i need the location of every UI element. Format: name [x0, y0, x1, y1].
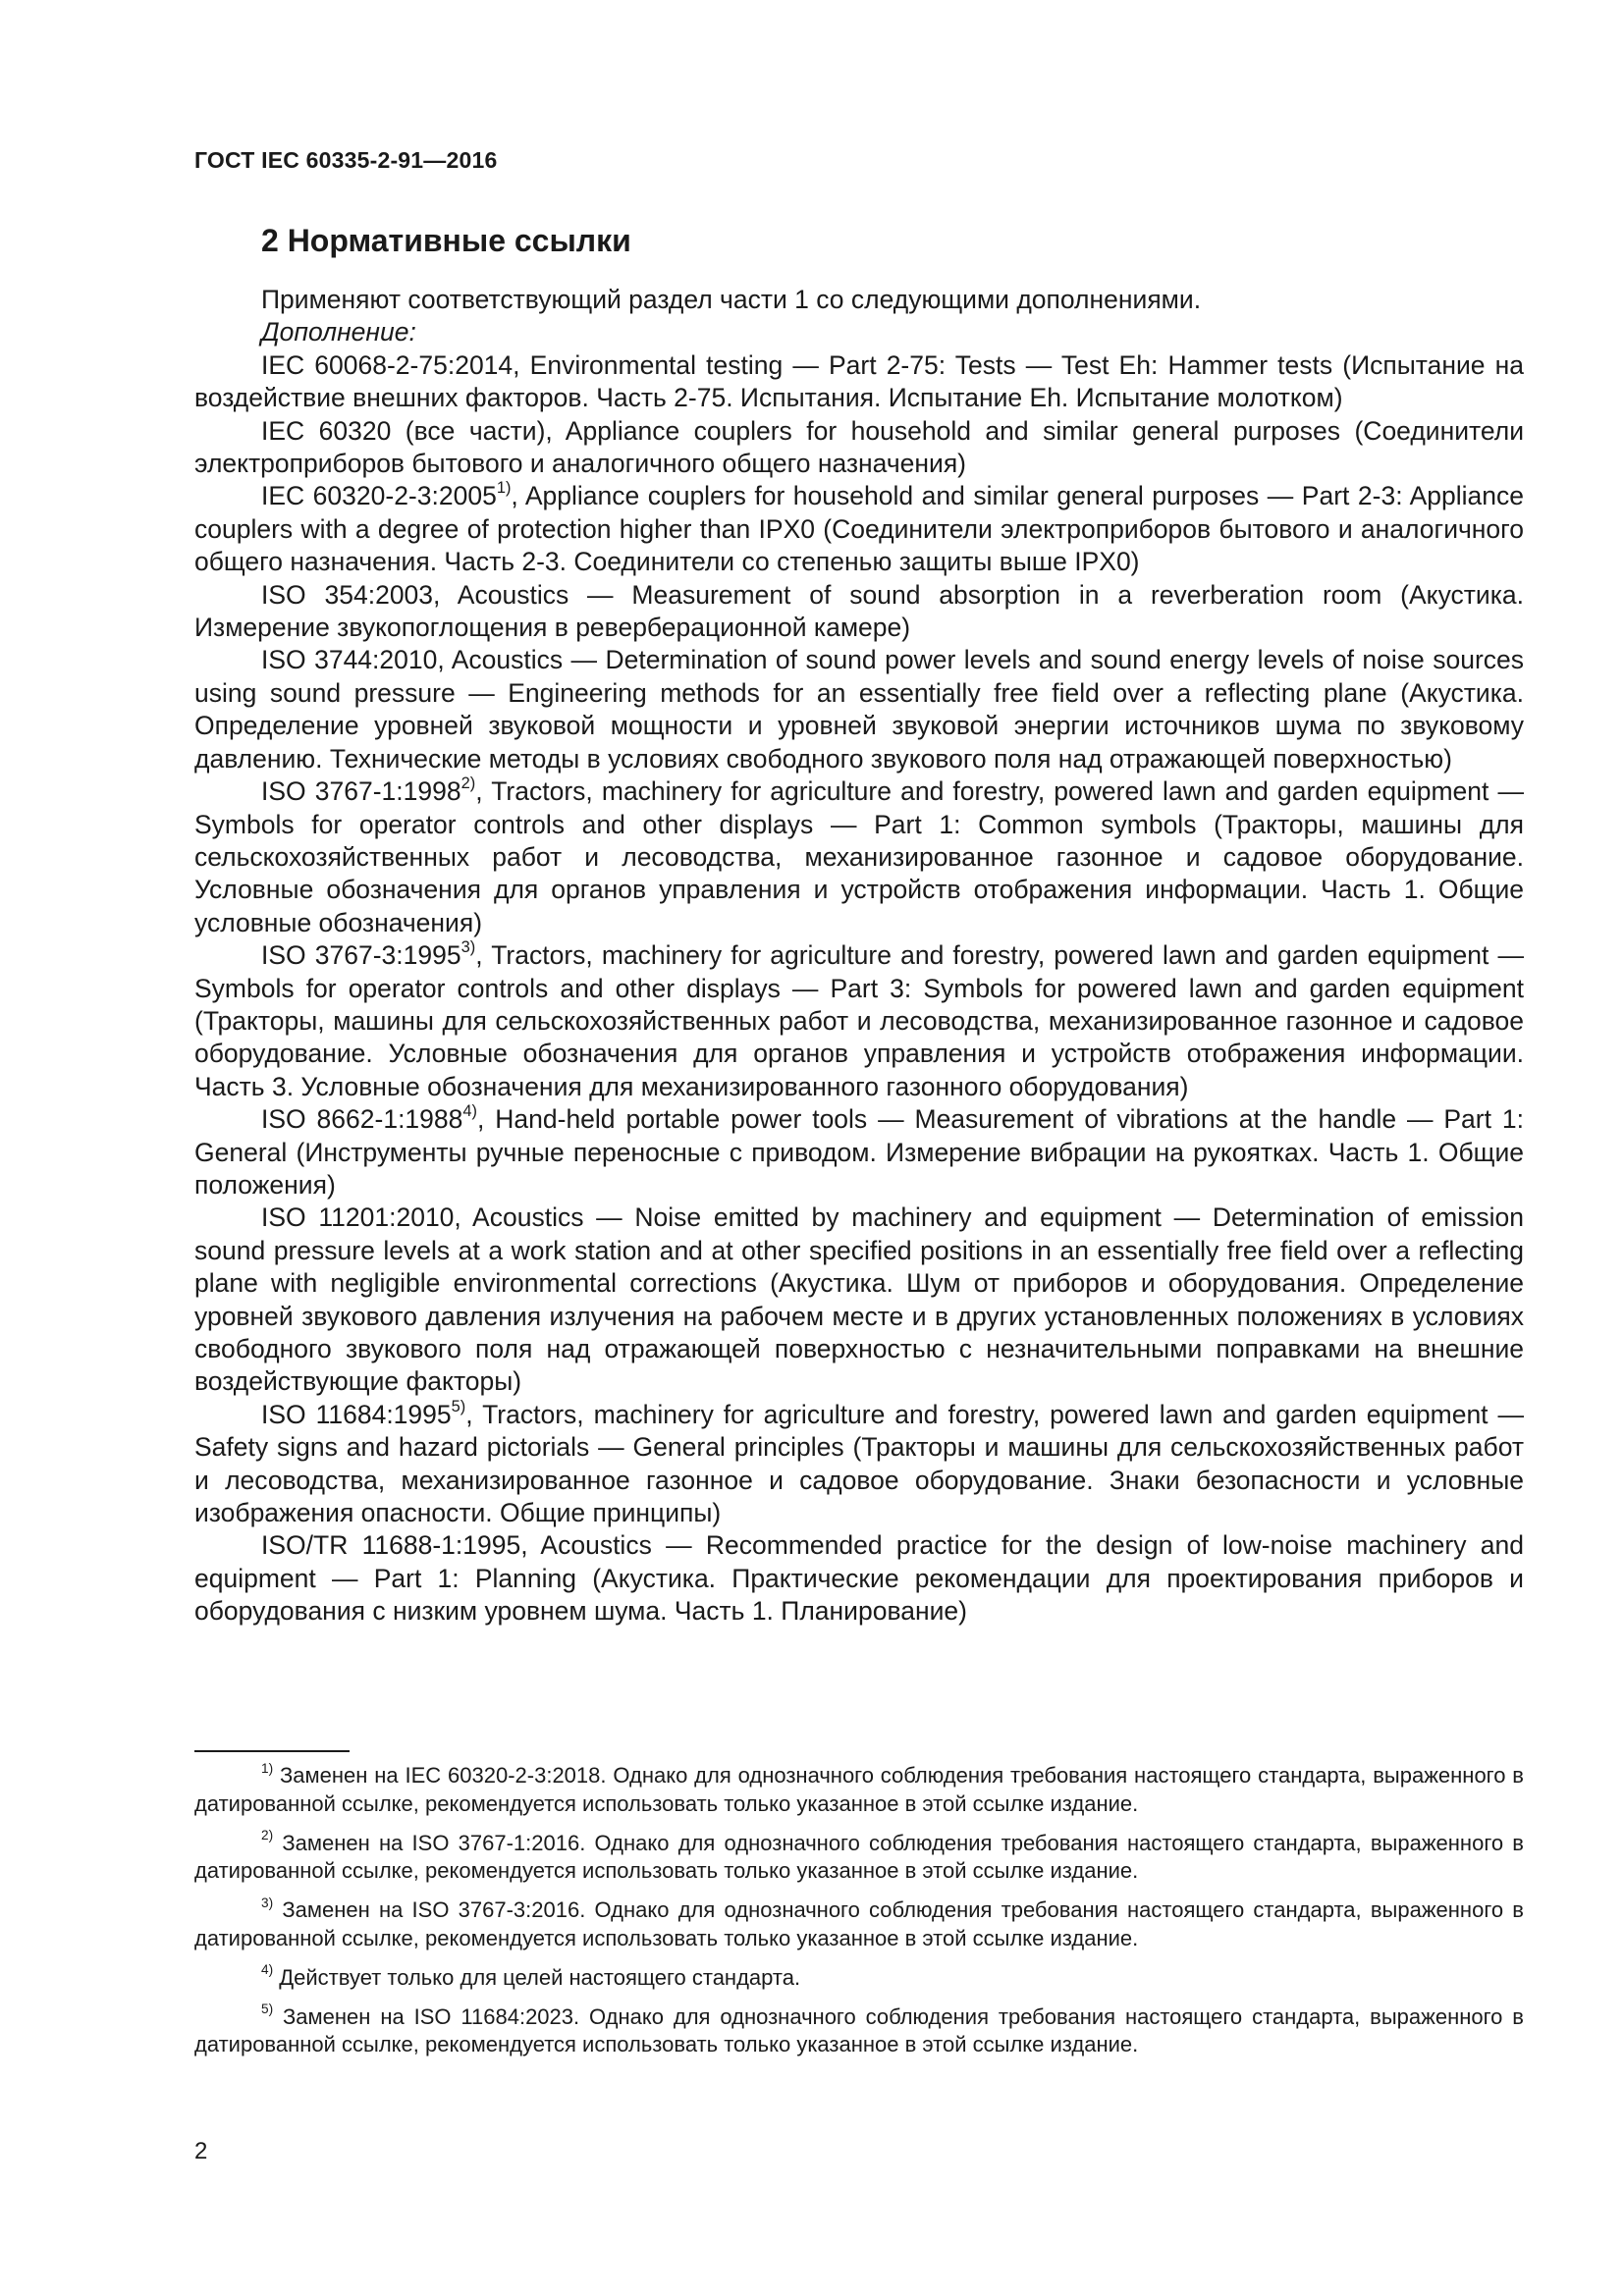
reference-text: , Appliance couplers for household and similar general purposes (Соединители электроприборов бытового и аналогичного общего назначения) [194, 415, 1524, 479]
intro-paragraph: Применяют соответствующий раздел части 1 со следующими дополнениями. [261, 285, 1202, 314]
reference-code: IEC 60320 (все части) [261, 415, 546, 446]
reference-text: , Tractors, machinery for agriculture and forestry, powered lawn and garden equipment — Safety signs and hazard pictorials — General principles (Тракторы и машины для сельскохозяйственных работ и лесоводства, механизированное газонное и садовое оборудование. Знаки безопасности и условные изображения опасности. Общие принципы) [194, 1399, 1524, 1528]
reference-code: ISO 11684:1995 [261, 1399, 452, 1429]
footnote-text: Заменен на ISO 3767-3:2016. Однако для однозначного соблюдения требования настоящего стандарта, выраженного в датированной ссылке, рекомендуется использовать только указанное в этой ссылке издание. [194, 1897, 1524, 1950]
reference-item [194, 1399, 1524, 1530]
reference-item [194, 775, 1524, 939]
reference-code: ISO 11201:2010 [261, 1202, 455, 1233]
footnote-text: Заменен на IEC 60320-2-3:2018. Однако для однозначного соблюдения требования настоящего стандарта, выраженного в датированной ссылке, рекомендуется использовать только указанное в этой ссылке издание. [194, 1763, 1524, 1816]
reference-item [194, 1201, 1524, 1398]
page-number: 2 [194, 2138, 208, 2164]
reference-text: , Acoustics — Noise emitted by machinery and equipment — Determination of emission sound pressure levels at a work station and at other specified positions in an essentially free field over a reflecting plane with negligible environmental corrections (Акустика. Шум от приборов и оборудования. Определение уровней звукового давления излучения на рабочем месте и в других установленных положениях в условиях свободного звукового поля над отражающей поверхностью с незначительными поправками на внешние воздействующие факторы) [194, 1202, 1524, 1397]
reference-text: , Tractors, machinery for agriculture and forestry, powered lawn and garden equipment — Symbols for operator controls and other displays — Part 3: Symbols for powered lawn and garden equipment (Тракторы, машины для сельскохозяйственных работ и лесоводства, механизированное газонное и садовое оборудование. Условные обозначения для органов управления и устройств отображения информации. Часть 3. Условные обозначения для механизированного газонного оборудования) [194, 940, 1524, 1101]
footnote-mark: 3) [261, 1895, 274, 1910]
footnote-reference: 3) [460, 937, 476, 956]
reference-text: , Hand-held portable power tools — Measurement of vibrations at the handle — Part 1: General (Инструменты ручные переносные с приводом. Измерение вибрации на рукоятках. Часть 1. Общие положения) [194, 1104, 1524, 1200]
reference-item [194, 644, 1524, 775]
footnote [194, 1896, 1524, 1952]
footnote-mark: 4) [261, 1962, 274, 1978]
reference-code: ISO 3767-3:1995 [261, 940, 461, 971]
reference-item [194, 579, 1524, 645]
reference-text: , Appliance couplers for household and similar general purposes — Part 2-3: Appliance couplers with a degree of protection higher than IPX0 (Соединители электроприборов бытового и аналогичного общего назначения. Часть 2-3. Соединители со степенью защиты выше IPX0) [194, 481, 1524, 577]
footnote-text: Действует только для целей настоящего стандарта. [273, 1964, 801, 1990]
footnote-separator [194, 1750, 350, 1752]
reference-item [194, 415, 1524, 481]
reference-text: , Acoustics — Measurement of sound absorption in a reverberation room (Акустика. Измерение звукопоглощения в реверберационной камере) [194, 579, 1524, 643]
reference-code: ISO/TR 11688-1:1995 [261, 1530, 521, 1561]
footnote [194, 2003, 1524, 2059]
reference-code: IEC 60320-2-3:2005 [261, 481, 497, 511]
footnote [194, 1830, 1524, 1886]
footnote-mark: 5) [261, 2002, 274, 2017]
reference-item [194, 939, 1524, 1103]
footnote-text: Заменен на ISO 3767-1:2016. Однако для однозначного соблюдения требования настоящего стандарта, выраженного в датированной ссылке, рекомендуется использовать только указанное в этой ссылке издание. [194, 1830, 1524, 1883]
footnote-reference: 5) [451, 1397, 466, 1415]
footnote-reference: 2) [460, 774, 476, 792]
reference-code: IEC 60068-2-75:2014 [261, 349, 514, 380]
footnote-reference: 1) [496, 479, 512, 498]
reference-text: , Acoustics — Recommended practice for the design of low-noise machinery and equipment — Part 1: Planning (Акустика. Практические рекомендации для проектирования приборов и оборудования с низким уровнем шума. Часть 1. Планирование) [194, 1530, 1524, 1627]
reference-item [194, 1529, 1524, 1628]
reference-code: ISO 3767-1:1998 [261, 776, 461, 807]
reference-item [194, 480, 1524, 578]
footnote [194, 1762, 1524, 1818]
reference-item [194, 349, 1524, 415]
footnote-mark: 1) [261, 1760, 274, 1776]
footnotes [194, 1762, 1524, 2070]
reference-code: ISO 8662-1:1988 [261, 1104, 463, 1135]
reference-code: ISO 354:2003 [261, 579, 434, 610]
reference-text: , Tractors, machinery for agriculture and forestry, powered lawn and garden equipment — Symbols for operator controls and other displays — Part 1: Common symbols (Тракторы, машины для сельскохозяйственных работ и лесоводства, механизированное газонное и садовое оборудование. Условные обозначения для органов управления и устройств отображения информации. Часть 1. Общие условные обозначения) [194, 776, 1524, 937]
reference-text: , Acoustics — Determination of sound power levels and sound energy levels of noise sources using sound pressure — Engineering methods for an essentially free field over a reflecting plane (Акустика. Определение уровней звуковой мощности и уровней звуковой энергии источников шума по звуковому давлению. Технические методы в условиях свободного звукового поля над отражающей поверхностью) [194, 645, 1525, 774]
reference-item [194, 1103, 1524, 1201]
addition-label: Дополнение: [261, 317, 416, 347]
section-body [194, 284, 1524, 1629]
section-title: 2 Нормативные ссылки [261, 223, 631, 258]
footnote-mark: 2) [261, 1828, 274, 1843]
footnote-reference: 4) [462, 1101, 477, 1120]
footnote-text: Заменен на ISO 11684:2023. Однако для однозначного соблюдения требования настоящего стандарта, выраженного в датированной ссылке, рекомендуется использовать только указанное в этой ссылке издание. [194, 2003, 1524, 2056]
document-header: ГОСТ IEC 60335-2-91—2016 [194, 147, 498, 173]
reference-code: ISO 3744:2010 [261, 645, 438, 675]
footnote [194, 1964, 1524, 1993]
reference-text: , Environmental testing — Part 2-75: Tests — Test Eh: Hammer tests (Испытание на воздействие внешних факторов. Часть 2-75. Испытания. Испытание Eh. Испытание молотком) [194, 349, 1525, 413]
